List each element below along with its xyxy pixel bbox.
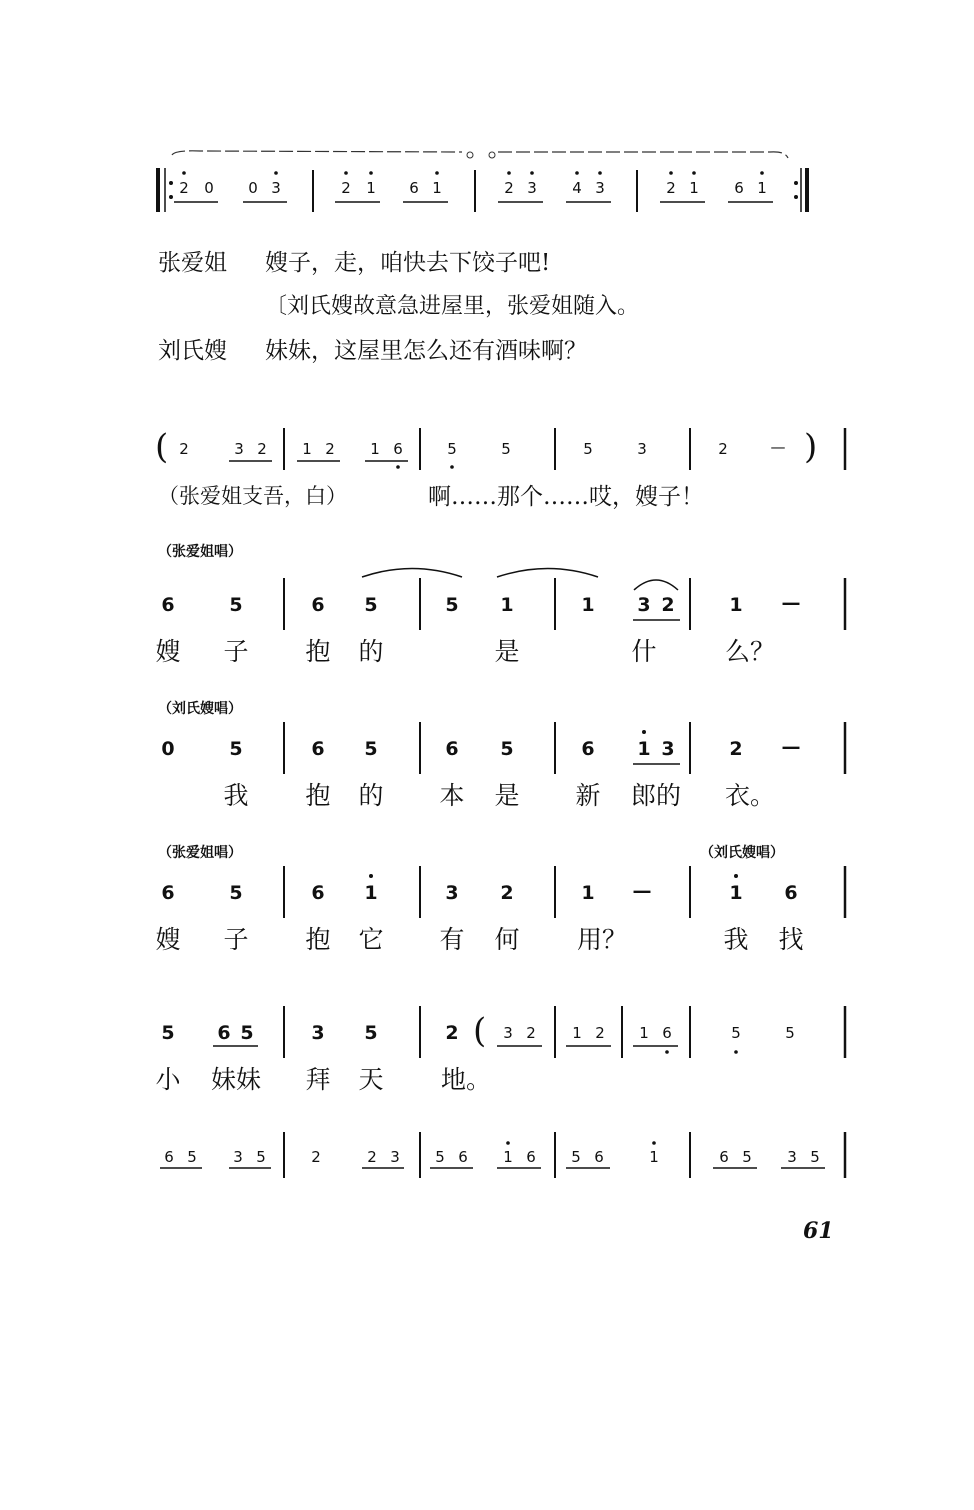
note: 3	[445, 882, 459, 904]
note: 3	[311, 1022, 325, 1044]
lyric: 我	[223, 781, 249, 810]
lyric: 的	[358, 637, 384, 666]
note: 2	[257, 440, 267, 458]
note: 1	[370, 440, 380, 458]
note: 3	[503, 1024, 513, 1042]
note: 0	[204, 179, 214, 197]
note: 2	[504, 179, 514, 197]
close-paren: )	[804, 427, 818, 467]
note: 1	[689, 179, 699, 197]
note: 5	[500, 738, 514, 760]
lyric: 的	[358, 781, 384, 810]
lyric: 天	[358, 1065, 384, 1094]
note: 1	[503, 1148, 513, 1166]
note: 5	[229, 738, 243, 760]
note-dash: —	[781, 736, 801, 758]
note: 1	[637, 738, 651, 760]
note-dash: —	[632, 880, 652, 902]
note: 6	[581, 738, 595, 760]
note: 5	[445, 594, 459, 616]
note: 1	[649, 1148, 659, 1166]
note: 3	[787, 1148, 797, 1166]
note: 6	[662, 1024, 672, 1042]
lyric: 抱	[305, 637, 331, 666]
note: 1	[432, 179, 442, 197]
note: 3	[595, 179, 605, 197]
note: 2	[661, 594, 675, 616]
note: 5	[364, 738, 378, 760]
lyric: 子	[223, 925, 249, 954]
lyric: 用？	[576, 925, 628, 954]
note-dash: —	[781, 592, 801, 614]
note: 5	[240, 1022, 254, 1044]
note: 6	[526, 1148, 536, 1166]
singer-label: （刘氏嫂唱）	[158, 701, 242, 717]
note: 6	[784, 882, 798, 904]
note: 0	[161, 738, 175, 760]
lyric: 嫂	[155, 637, 181, 666]
speaker-name: 张爱姐	[158, 250, 227, 276]
note: 3	[661, 738, 675, 760]
note: 1	[500, 594, 514, 616]
note: 3	[271, 179, 281, 197]
note: 2	[179, 179, 189, 197]
open-paren: (	[155, 427, 169, 467]
note: 6	[594, 1148, 604, 1166]
note: 6	[311, 738, 325, 760]
note: 1	[581, 882, 595, 904]
dialog-line: 妹妹，这屋里怎么还有酒味啊？	[265, 338, 587, 364]
note: 2	[500, 882, 514, 904]
lyric: 郎的	[630, 781, 682, 810]
note: 2	[718, 440, 728, 458]
note: 5	[810, 1148, 820, 1166]
note: 1	[366, 179, 376, 197]
open-paren: (	[473, 1011, 487, 1051]
note: 1	[364, 882, 378, 904]
lyric: 子	[223, 637, 249, 666]
note: 2	[445, 1022, 459, 1044]
lyric: 嫂	[155, 925, 181, 954]
note: 6	[409, 179, 419, 197]
note: 1	[729, 882, 743, 904]
stage-direction: 〔刘氏嫂故意急进屋里，张爱姐随入。	[265, 294, 640, 319]
note: 1	[757, 179, 767, 197]
lyric: 是	[494, 637, 520, 666]
note: 6	[734, 179, 744, 197]
note: 6	[161, 594, 175, 616]
lyric: 本	[439, 781, 465, 810]
note: 5	[364, 594, 378, 616]
note: 2	[311, 1148, 321, 1166]
note: 5	[583, 440, 593, 458]
singer-label: （张爱姐唱）	[158, 544, 242, 560]
note: 5	[435, 1148, 445, 1166]
note: 2	[367, 1148, 377, 1166]
lyric: 是	[494, 781, 520, 810]
note: 4	[572, 179, 582, 197]
note-dash: —	[770, 438, 786, 456]
note: 5	[447, 440, 457, 458]
note: 2	[666, 179, 676, 197]
note: 1	[581, 594, 595, 616]
note: 3	[637, 594, 651, 616]
note: 5	[742, 1148, 752, 1166]
note: 2	[179, 440, 189, 458]
note: 5	[785, 1024, 795, 1042]
note: 6	[393, 440, 403, 458]
lyric: 抱	[305, 781, 331, 810]
lyric: 什	[631, 637, 657, 666]
note: 3	[637, 440, 647, 458]
lyric: 何	[494, 925, 520, 954]
lyric: 找	[778, 925, 804, 954]
lyric: 么？	[724, 637, 776, 666]
lyric: 妹妹	[210, 1065, 262, 1094]
note: 6	[311, 594, 325, 616]
note: 5	[501, 440, 511, 458]
note: 6	[445, 738, 459, 760]
note: 5	[161, 1022, 175, 1044]
spoken-text: 啊……那个……哎，嫂子！	[428, 484, 704, 510]
note: 5	[731, 1024, 741, 1042]
note: 1	[639, 1024, 649, 1042]
note: 5	[571, 1148, 581, 1166]
speaker-name: 刘氏嫂	[158, 338, 227, 364]
note: 2	[526, 1024, 536, 1042]
lyric: 地。	[440, 1065, 492, 1094]
note: 5	[364, 1022, 378, 1044]
singer-label: （刘氏嫂唱）	[700, 845, 784, 861]
singer-label: （张爱姐唱）	[158, 845, 242, 861]
lyric: 拜	[305, 1065, 331, 1094]
note: 1	[572, 1024, 582, 1042]
lyric: 我	[723, 925, 749, 954]
lyric: 新	[575, 781, 601, 810]
note: 6	[311, 882, 325, 904]
note: 5	[187, 1148, 197, 1166]
note: 3	[527, 179, 537, 197]
spoken-direction: （张爱姐支吾，白）	[158, 484, 347, 508]
note: 1	[302, 440, 312, 458]
note: 6	[719, 1148, 729, 1166]
note: 6	[458, 1148, 468, 1166]
note: 6	[217, 1022, 231, 1044]
note: 5	[256, 1148, 266, 1166]
note: 2	[341, 179, 351, 197]
note: 5	[229, 882, 243, 904]
page-number: 61	[803, 1218, 834, 1244]
dialog-line: 嫂子，走，咱快去下饺子吧!	[265, 250, 551, 276]
note: 2	[595, 1024, 605, 1042]
lyric: 衣。	[724, 781, 776, 810]
lyric: 抱	[305, 925, 331, 954]
note: 3	[234, 440, 244, 458]
lyric: 小	[155, 1065, 181, 1094]
note: 5	[229, 594, 243, 616]
lyric: 有	[439, 925, 465, 954]
note: 2	[729, 738, 743, 760]
note: 6	[164, 1148, 174, 1166]
note: 6	[161, 882, 175, 904]
note: 0	[248, 179, 258, 197]
note: 1	[729, 594, 743, 616]
note: 2	[325, 440, 335, 458]
note: 3	[390, 1148, 400, 1166]
lyric: 它	[358, 925, 384, 954]
note: 3	[233, 1148, 243, 1166]
